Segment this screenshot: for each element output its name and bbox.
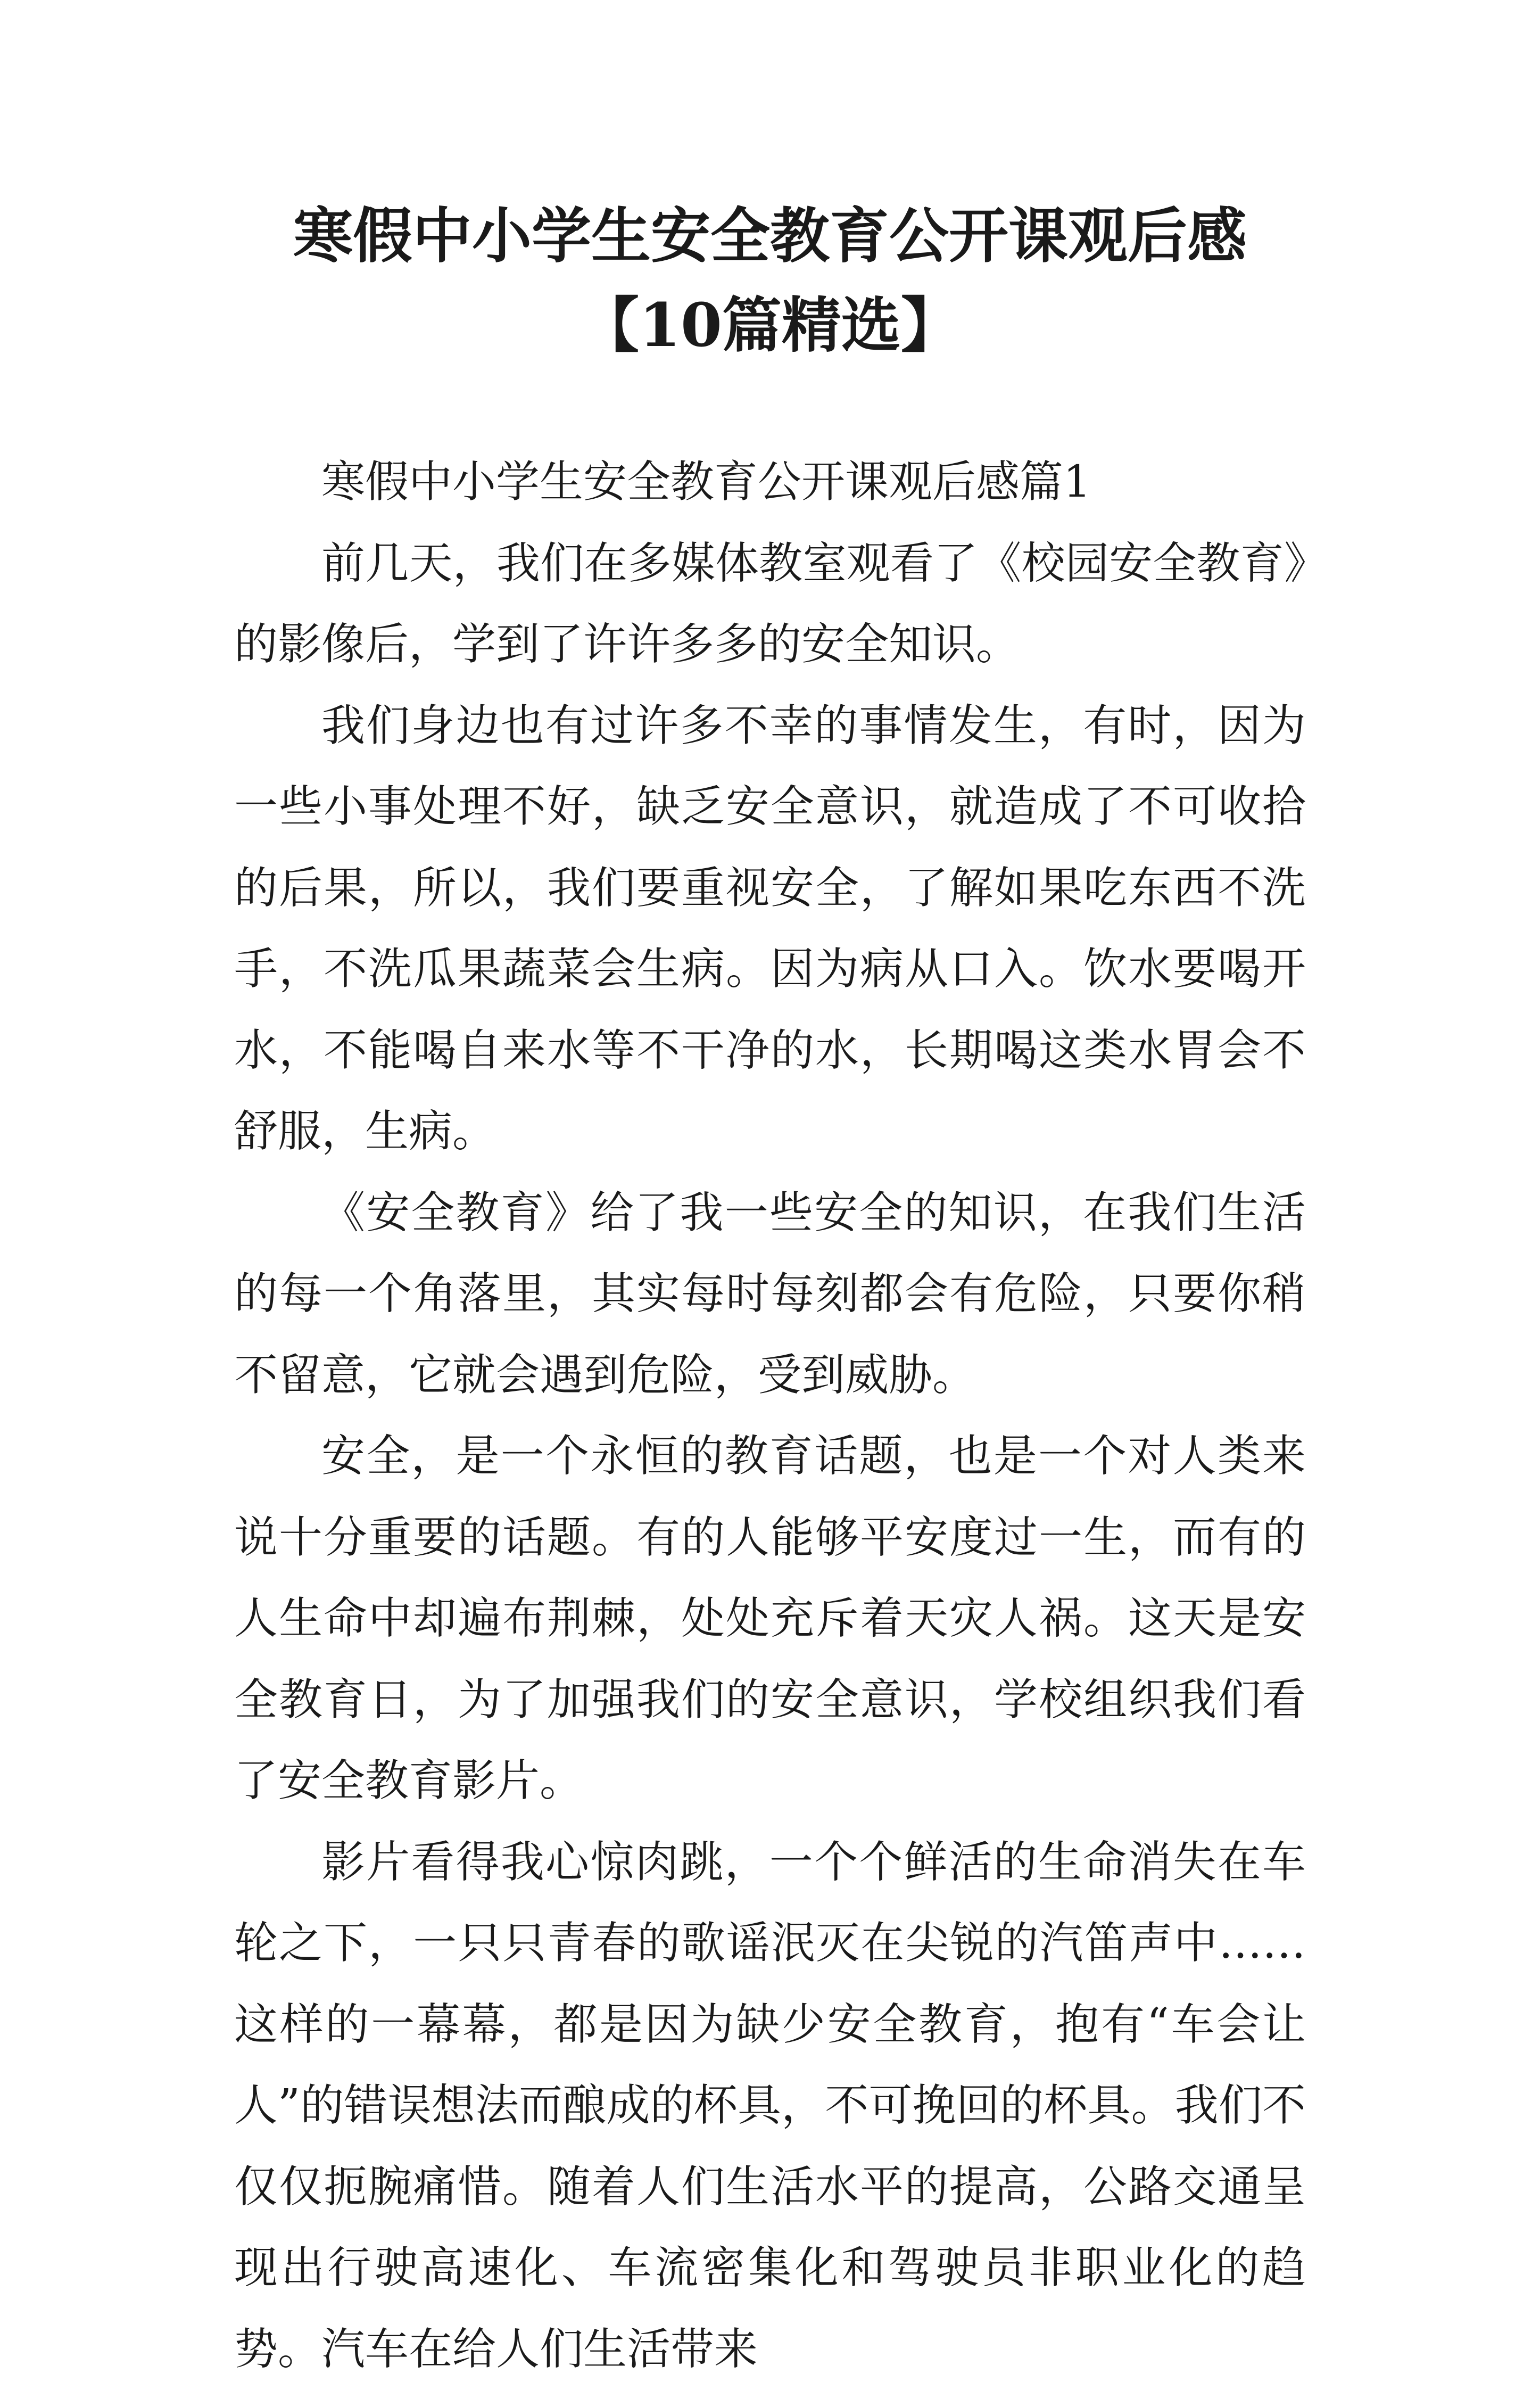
body-paragraph: 我们身边也有过许多不幸的事情发生，有时，因为一些小事处理不好，缺乏安全意识，就造成了不可收拾的后果，所以，我们要重视安全，了解如果吃东西不洗手，不洗瓜果蔬菜会生病。因为病从口入。饮水要喝开水，不能喝自来水等不干净的水，长期喝这类水胃会不舒服，生病。 [234, 686, 1306, 1173]
document-body [234, 442, 1306, 2390]
section-heading: 寒假中小学生安全教育公开课观后感篇1 [234, 442, 1306, 523]
body-paragraph: 影片看得我心惊肉跳，一个个鲜活的生命消失在车轮之下，一只只青春的歌谣泯灭在尖锐的汽笛声中……这样的一幕幕，都是因为缺少安全教育，抱有“车会让人”的错误想法而酿成的杯具，不可挽回的杯具。我们不仅仅扼腕痛惜。随着人们生活水平的提高，公路交通呈现出行驶高速化、车流密集化和驾驶员非职业化的趋势。汽车在给人们生活带来 [234, 1822, 1306, 2390]
document-title: 寒假中小学生安全教育公开课观后感【10篇精选】 [234, 192, 1306, 370]
body-paragraph: 前几天，我们在多媒体教室观看了《校园安全教育》的影像后，学到了许许多多的安全知识。 [234, 523, 1306, 686]
body-paragraph: 《安全教育》给了我一些安全的知识，在我们生活的每一个角落里，其实每时每刻都会有危险，只要你稍不留意，它就会遇到危险，受到威胁。 [234, 1173, 1306, 1416]
body-paragraph: 安全，是一个永恒的教育话题，也是一个对人类来说十分重要的话题。有的人能够平安度过一生，而有的人生命中却遍布荆棘，处处充斥着天灾人祸。这天是安全教育日，为了加强我们的安全意识，学校组织我们看了安全教育影片。 [234, 1416, 1306, 1822]
